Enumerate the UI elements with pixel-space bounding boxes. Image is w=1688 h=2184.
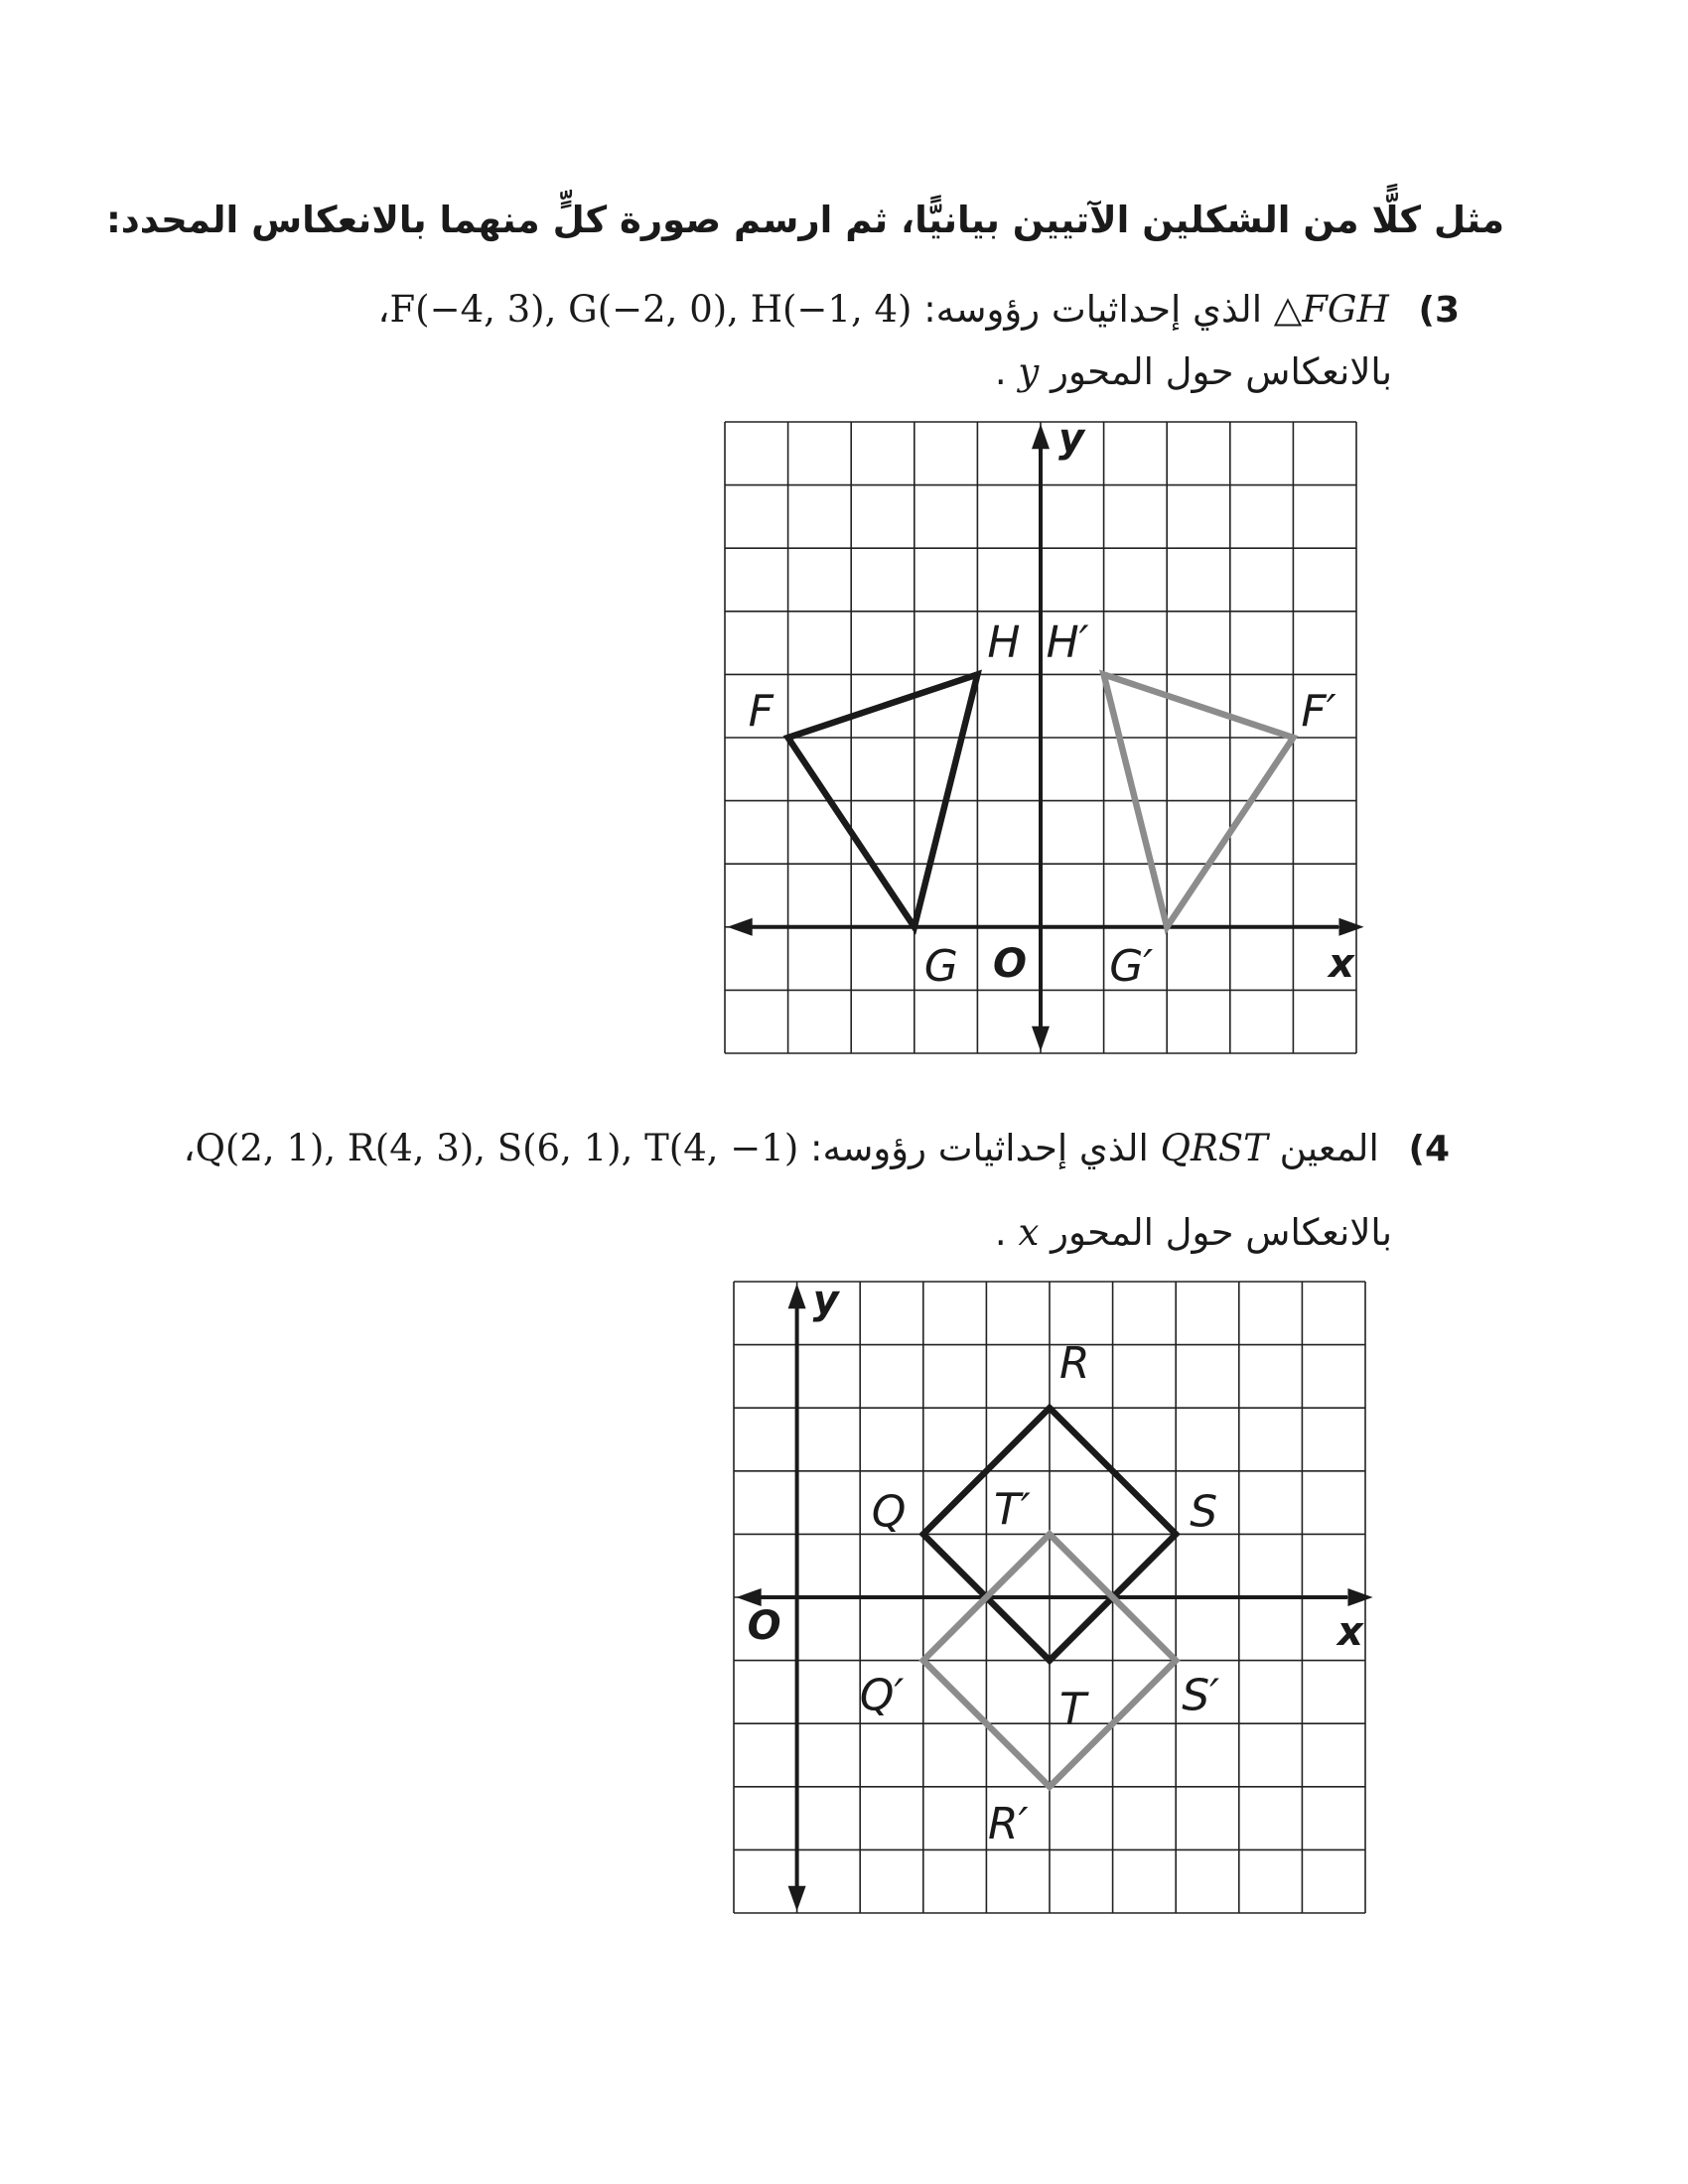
- question-3-coords: F(−4, 3), G(−2, 0), H(−1, 4): [389, 288, 913, 331]
- q3-vertex-label: F′: [1301, 686, 1336, 737]
- question-4-shape-word: المعين: [1279, 1127, 1379, 1169]
- question-4-shape: QRST: [1160, 1127, 1268, 1169]
- q4-graph: [734, 1278, 1373, 1913]
- q3-origin-label: O: [993, 940, 1028, 987]
- q3-vertex-label: G: [923, 940, 958, 992]
- q3-axis-arrow-icon: [727, 918, 752, 936]
- question-3-reflection-text: بالانعكاس حول المحور: [1051, 350, 1392, 393]
- q4-vertex-label: T′: [994, 1484, 1031, 1536]
- q4-vertex-label: R: [1059, 1338, 1090, 1390]
- q3-axis-arrow-icon: [1338, 918, 1363, 936]
- question-4-coords: Q(2, 1), R(4, 3), S(6, 1), T(4, −1): [195, 1127, 799, 1169]
- q4-axis-arrow-icon: [788, 1886, 806, 1911]
- q3-vertex-label: F: [748, 686, 774, 737]
- q4-x-axis-label: x: [1337, 1609, 1363, 1655]
- q4-vertex-label: S′: [1182, 1670, 1220, 1721]
- question-4-statement: 4) المعين QRST الذي إحداثيات رؤوسه: Q(2, 1), R(4, 3), S(6, 1), T(4, −1)،: [183, 1127, 1450, 1169]
- question-4-axis: x: [1018, 1211, 1040, 1254]
- question-3-statement: 3) △FGH الذي إحداثيات رؤوسه: F(−4, 3), G(−2, 0), H(−1, 4)،: [377, 288, 1460, 331]
- question-3-axis: y: [1018, 350, 1040, 393]
- q4-vertex-label: S: [1190, 1486, 1218, 1538]
- q3-vertex-label: H′: [1046, 616, 1089, 668]
- q3-axis-arrow-icon: [1032, 1026, 1050, 1051]
- question-4-text: الذي إحداثيات رؤوسه:: [810, 1127, 1149, 1169]
- q3-vertex-label: H: [987, 616, 1021, 668]
- instruction-heading: مثل كلًّا من الشكلين الآتيين بيانيًّا، ثم ارسم صورة كلٍّ منهما بالانعكاس المحدد:: [106, 199, 1504, 241]
- q3-graph: [725, 416, 1364, 1053]
- q3-axis-arrow-icon: [1032, 424, 1050, 449]
- q4-y-axis-label: y: [812, 1278, 839, 1323]
- q4-vertex-label: T: [1059, 1684, 1086, 1735]
- question-3-reflection: بالانعكاس حول المحور y .: [994, 350, 1392, 393]
- question-3-shape: △FGH: [1273, 288, 1389, 331]
- question-3-number: 3): [1418, 290, 1460, 331]
- q3-x-axis-label: x: [1329, 940, 1354, 987]
- question-4-reflection: بالانعكاس حول المحور x .: [994, 1211, 1392, 1254]
- q4-vertex-label: Q: [871, 1486, 907, 1538]
- question-4-reflection-text: بالانعكاس حول المحور: [1051, 1211, 1392, 1254]
- q4-axis-arrow-icon: [1347, 1588, 1372, 1606]
- question-4-number: 4): [1408, 1129, 1450, 1169]
- q3-vertex-label: G′: [1109, 940, 1154, 992]
- question-3-text: الذي إحداثيات رؤوسه:: [923, 288, 1262, 331]
- q4-vertex-label: Q′: [859, 1670, 905, 1721]
- q3-y-axis-label: y: [1058, 416, 1085, 462]
- q4-origin-label: O: [747, 1603, 781, 1649]
- q4-vertex-label: R′: [988, 1798, 1029, 1849]
- q4-axis-arrow-icon: [788, 1284, 806, 1308]
